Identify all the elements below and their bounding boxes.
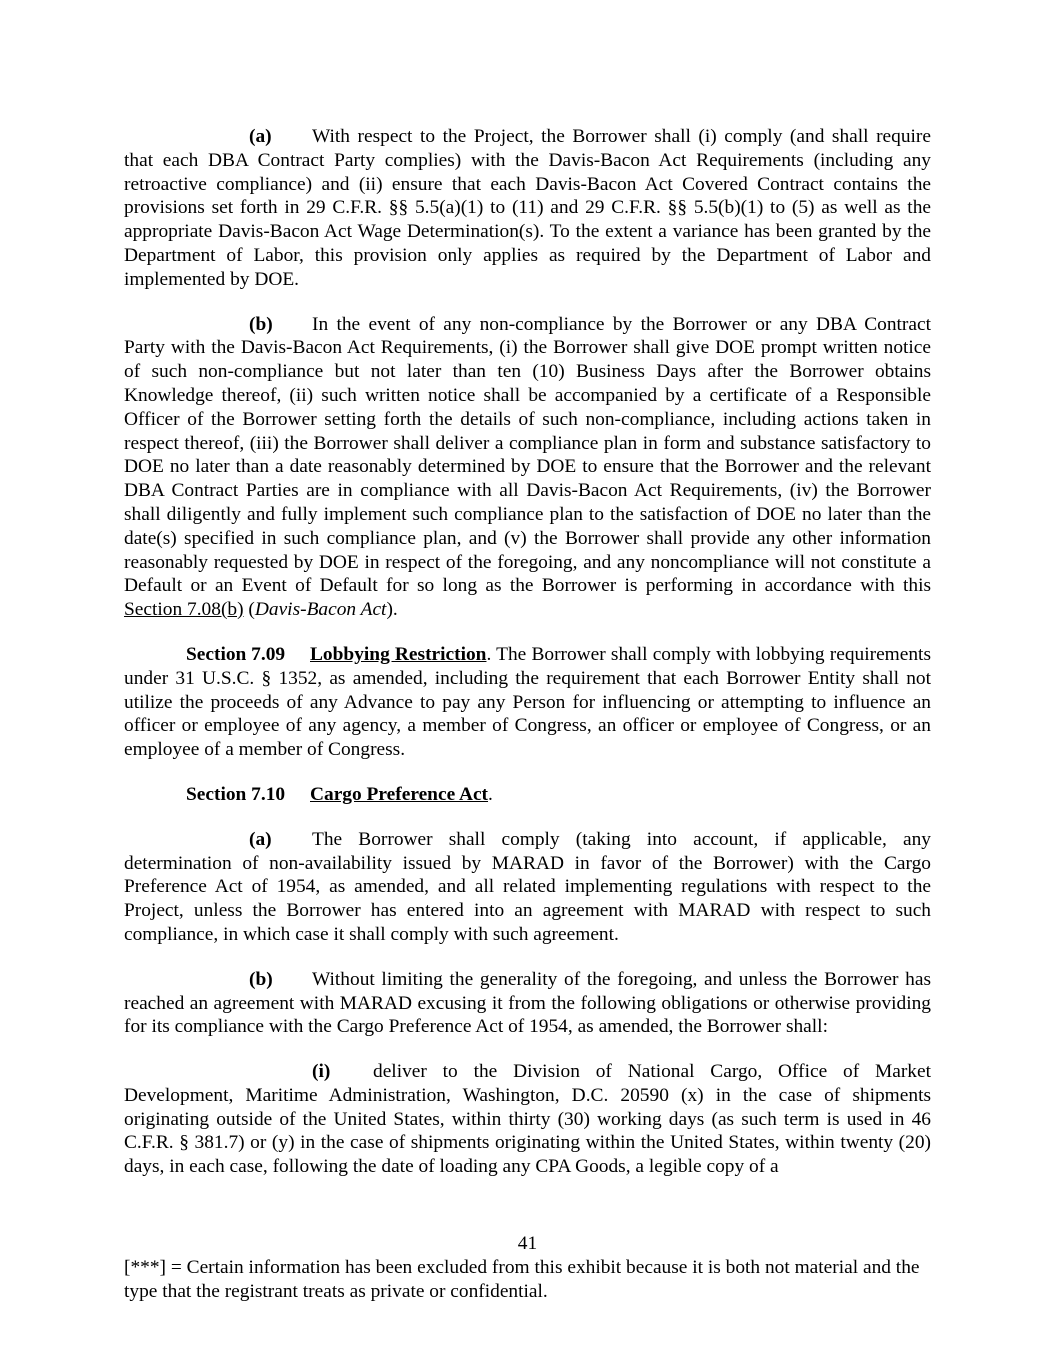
document-body: [124, 125, 931, 1179]
paragraph-text: Without limiting the generality of the foregoing, and unless the Borrower has reached an agreement with MARAD excusing it from the following obligations or otherwise providing for its compliance with the Cargo Preference Act of 1954, as amended, the Borrower shall:: [124, 968, 931, 1038]
reference-open: (: [243, 599, 255, 621]
paragraph-label: (i): [312, 1061, 331, 1083]
paragraph-text: The Borrower shall comply (taking into account, if applicable, any determination of non-availability issued by MARAD in favor of the Borrower) with the Cargo Preference Act of 1954, as amended, and all related implementing regulations with respect to the Project, unless the Borrower has entered into an agreement with MARAD with respect to such compliance, in which case it shall comply with such agreement.: [124, 828, 931, 945]
paragraph-7-08-a: [124, 125, 931, 292]
paragraph-label: (a): [249, 126, 272, 147]
paragraph-7-10-b: [124, 968, 931, 1039]
section-title: Cargo Preference Act: [310, 783, 489, 805]
section-title: Lobbying Restriction: [310, 643, 487, 665]
paragraph-7-10-b-i: [124, 1060, 931, 1179]
paragraph-text: With respect to the Project, the Borrower shall (i) comply (and shall require that each DBA Contract Party complies) with the Davis-Bacon Act Requirements (including any retroactive compliance) and (ii) ensure that each Davis-Bacon Act Covered Contract contains the provisions set forth in 29 C.F.R. §§ 5.5(a)(1) to (11) and 29 C.F.R. §§ 5.5(b)(1) to (5) as well as the appropriate Davis-Bacon Act Wage Determination(s). To the extent a variance has been granted by the Department of Labor, this provision only applies as required by the Department of Labor and implemented by DOE.: [124, 126, 931, 290]
section-title-end: .: [488, 783, 493, 805]
section-7-10-heading: [124, 783, 931, 807]
paragraph-label: (a): [249, 828, 272, 850]
paragraph-label: (b): [249, 968, 273, 990]
reference-name: Davis-Bacon Act: [254, 599, 387, 621]
section-text: . The Borrower shall comply with lobbying requirements under 31 U.S.C. § 1352, as amended, including the requirement that each Borrower Entity shall not utilize the proceeds of any Advance to pay any Person for influencing or attempting to influence an officer or employee of any agency, a member of Congress, an officer or employee of Congress, or an employee of a member of Congress.: [124, 643, 931, 761]
paragraph-label: (b): [249, 313, 273, 335]
paragraph-7-08-b: [124, 313, 931, 622]
reference-close: ).: [386, 599, 398, 621]
section-number: Section 7.09: [186, 643, 286, 665]
paragraph-7-10-a: [124, 828, 931, 947]
section-number: Section 7.10: [186, 783, 286, 805]
section-7-09: [124, 643, 931, 762]
page-number: 41: [517, 1233, 538, 1254]
section-reference-link: Section 7.08(b): [124, 599, 244, 621]
paragraph-text: In the event of any non-compliance by the Borrower or any DBA Contract Party with the Davis-Bacon Act Requirements, (i) the Borrower shall give DOE prompt written notice of such non-compliance but not later than ten (10) Business Days after the Borrower obtains Knowledge thereof, (ii) such written notice shall be accompanied by a certificate of a Responsible Officer of the Borrower setting forth the details of such non-compliance, including actions taken in respect thereof, (iii) the Borrower shall deliver a compliance plan in form and substance satisfactory to DOE no later than a date reasonably determined by DOE to ensure that the Borrower and the relevant DBA Contract Parties are in compliance with all Davis-Bacon Act Requirements, (iv) the Borrower shall diligently and fully implement such compliance plan to the satisfaction of DOE no later than the date(s) specified in such compliance plan, and (v) the Borrower shall provide any other information reasonably requested by DOE in respect of the foregoing, and any noncompliance will not constitute a Default or an Event of Default for so long as the Borrower is performing in accordance with this: [124, 313, 931, 597]
paragraph-text: deliver to the Division of National Cargo, Office of Market Development, Maritime Administration, Washington, D.C. 20590 (x) in the case of shipments originating outside of the United States, within thirty (30) working days (as such term is used in 46 C.F.R. § 381.7) or (y) in the case of shipments originating within the United States, within twenty (20) days, in each case, following the date of loading any CPA Goods, a legible copy of a: [124, 1061, 931, 1178]
redaction-footnote: [***] = Certain information has been excluded from this exhibit because it is both not material and the type that the registrant treats as private or confidential.: [124, 1257, 920, 1302]
